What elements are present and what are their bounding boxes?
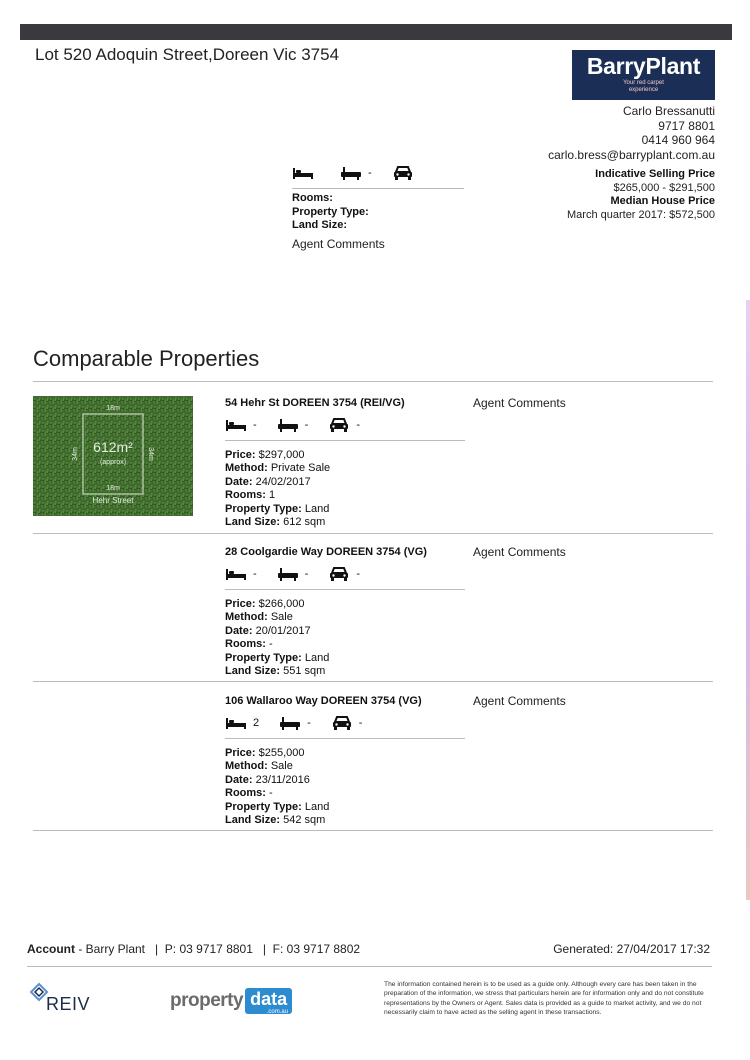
median-price-value: March quarter 2017: $572,500 (567, 208, 715, 221)
rooms-label: Rooms: (225, 787, 266, 800)
land-label: Land Size: (225, 665, 281, 678)
rooms-label: Rooms: (225, 638, 266, 651)
bed-icon (225, 567, 247, 581)
comparable-agent-comments: Agent Comments (473, 694, 566, 708)
comparable-title: 54 Hehr St DOREEN 3754 (REI/VG) (225, 397, 405, 409)
price-summary (567, 168, 715, 222)
divider (292, 188, 464, 189)
price-value: $266,000 (258, 598, 305, 610)
propertydata-data: data (250, 989, 288, 1009)
property-address: Lot 520 Adoquin Street,Doreen Vic 3754 (35, 45, 340, 64)
type-value: Land (304, 502, 330, 515)
date-label: Date: (225, 773, 253, 786)
comparable-title: 28 Coolgardie Way DOREEN 3754 (VG) (225, 546, 427, 558)
comparable-cars: - (356, 419, 361, 431)
car-icon (328, 567, 350, 581)
indicative-price-label: Indicative Selling Price (595, 168, 715, 180)
comparable-info (225, 694, 465, 827)
land-label: Land Size: (225, 516, 281, 529)
comparable-features (225, 414, 465, 436)
subject-fields (292, 192, 464, 233)
propertydata-domain: .com.au (266, 1009, 289, 1015)
account-label: Account (27, 942, 75, 956)
site-plan-image (33, 396, 193, 516)
method-value: Sale (270, 760, 293, 773)
date-value: 24/02/2017 (255, 475, 311, 488)
logo-tagline-2: experience (628, 87, 659, 93)
land-value: 551 sqm (283, 665, 326, 678)
divider (33, 533, 713, 534)
indicative-price-value: $265,000 - $291,500 (613, 181, 715, 194)
price-label: Price: (225, 747, 256, 759)
reiv-text: REIV (46, 994, 91, 1014)
method-value: Private Sale (270, 462, 331, 475)
comparable-info (225, 545, 465, 678)
divider (33, 381, 713, 382)
comparable-beds: - (253, 568, 257, 580)
rooms-value: - (269, 787, 273, 800)
comparable-baths: - (307, 717, 311, 729)
bed-icon (225, 418, 247, 432)
comparable-title: 106 Wallaroo Way DOREEN 3754 (VG) (225, 695, 422, 707)
agent-email[interactable]: carlo.bress@barryplant.com.au (548, 147, 715, 162)
generated-timestamp: Generated: 27/04/2017 17:32 (553, 942, 710, 956)
rooms-value: - (269, 638, 273, 651)
divider (225, 440, 465, 441)
comparable-cars: - (356, 568, 361, 580)
comparable-features (225, 712, 465, 734)
method-label: Method: (225, 462, 268, 475)
method-label: Method: (225, 611, 268, 624)
divider (225, 589, 465, 590)
comparable-agent-comments: Agent Comments (473, 396, 566, 410)
price-value: $255,000 (258, 747, 305, 759)
type-label: Property Type: (225, 800, 302, 813)
rooms-label: Rooms: (225, 489, 266, 502)
agent-contact (548, 104, 715, 162)
subject-rooms-label: Rooms: (292, 192, 333, 204)
median-price-label: Median House Price (610, 195, 715, 207)
account-details: - Barry Plant | P: 03 9717 8801 | F: 03 9717 8802 (75, 942, 361, 956)
type-label: Property Type: (225, 502, 302, 515)
type-label: Property Type: (225, 651, 302, 664)
page-edge-strip (746, 300, 750, 900)
type-value: Land (304, 651, 330, 664)
date-value: 20/01/2017 (255, 624, 311, 637)
plan-left-dim: 34m (72, 447, 79, 461)
subject-property (292, 162, 464, 251)
agent-phone[interactable]: 9717 8801 (658, 118, 715, 133)
price-label: Price: (225, 449, 256, 461)
comparable-baths: - (304, 419, 309, 431)
bed-icon (292, 166, 314, 180)
land-value: 612 sqm (283, 516, 326, 529)
logo-tagline-1: Your red carpet (623, 80, 664, 86)
logo-brand-1: Barry (586, 53, 646, 79)
type-value: Land (304, 800, 330, 813)
comparable-details (225, 598, 465, 678)
barry-plant-logo (572, 50, 715, 100)
header-bar (20, 24, 732, 40)
comparable-cars: - (358, 717, 363, 729)
date-label: Date: (225, 475, 253, 488)
land-label: Land Size: (225, 814, 281, 827)
subject-agent-comments: Agent Comments (292, 236, 385, 251)
footer-account (27, 942, 360, 956)
comparable-features (225, 563, 465, 585)
date-value: 23/11/2016 (255, 773, 310, 786)
comparable-beds: 2 (253, 717, 260, 729)
comparable-baths: - (304, 568, 309, 580)
comparable-details (225, 449, 465, 529)
disclaimer-text: The information contained herein is to be used as a guide only. Although every care has been taken in the preparation of the information, we stress that particulars herein are for information only and do not constitute representations by the Owners or Agent. Sales data is provided as a guide to market activity, and we do not necessarily claim to have acted as the selling agent in these transactions. (384, 981, 704, 1016)
comparable-agent-comments: Agent Comments (473, 545, 566, 559)
plan-street: Hehr Street (92, 496, 134, 505)
comparables-title: Comparable Properties (33, 346, 260, 371)
bath-icon (279, 716, 301, 730)
reiv-logo (28, 982, 108, 1014)
car-icon (328, 418, 350, 432)
plan-top-dim: 18m (106, 405, 120, 412)
plan-area: 612m² (93, 439, 133, 455)
divider (225, 738, 465, 739)
divider (33, 830, 713, 831)
subject-baths: - (368, 167, 372, 179)
plan-right-dim: 34m (147, 447, 154, 461)
method-value: Sale (270, 611, 293, 624)
land-value: 542 sqm (283, 814, 326, 827)
bath-icon (340, 166, 362, 180)
bath-icon (277, 567, 299, 581)
date-label: Date: (225, 624, 253, 637)
divider (27, 966, 712, 967)
rooms-value: 1 (269, 489, 276, 502)
logo-brand-2: Plant (645, 53, 701, 79)
agent-mobile[interactable]: 0414 960 964 (641, 133, 715, 147)
comparable-beds: - (253, 419, 257, 431)
car-icon (331, 716, 353, 730)
propertydata-logo (170, 986, 292, 1016)
propertydata-text-1: property (170, 990, 244, 1011)
comparable-info (225, 396, 465, 529)
subject-features (292, 162, 464, 184)
method-label: Method: (225, 760, 268, 773)
subject-type-label: Property Type: (292, 205, 369, 218)
price-value: $297,000 (258, 449, 305, 461)
car-icon (392, 166, 414, 180)
comparable-details (225, 747, 465, 827)
divider (33, 681, 713, 682)
price-label: Price: (225, 598, 256, 610)
propertydata-text-2 (245, 988, 292, 1014)
plan-approx: (approx) (99, 459, 127, 466)
bed-icon (225, 716, 247, 730)
bath-icon (277, 418, 299, 432)
agent-name: Carlo Bressanutti (622, 104, 715, 118)
plan-bottom-dim: 18m (106, 485, 120, 492)
subject-land-label: Land Size: (292, 219, 348, 231)
